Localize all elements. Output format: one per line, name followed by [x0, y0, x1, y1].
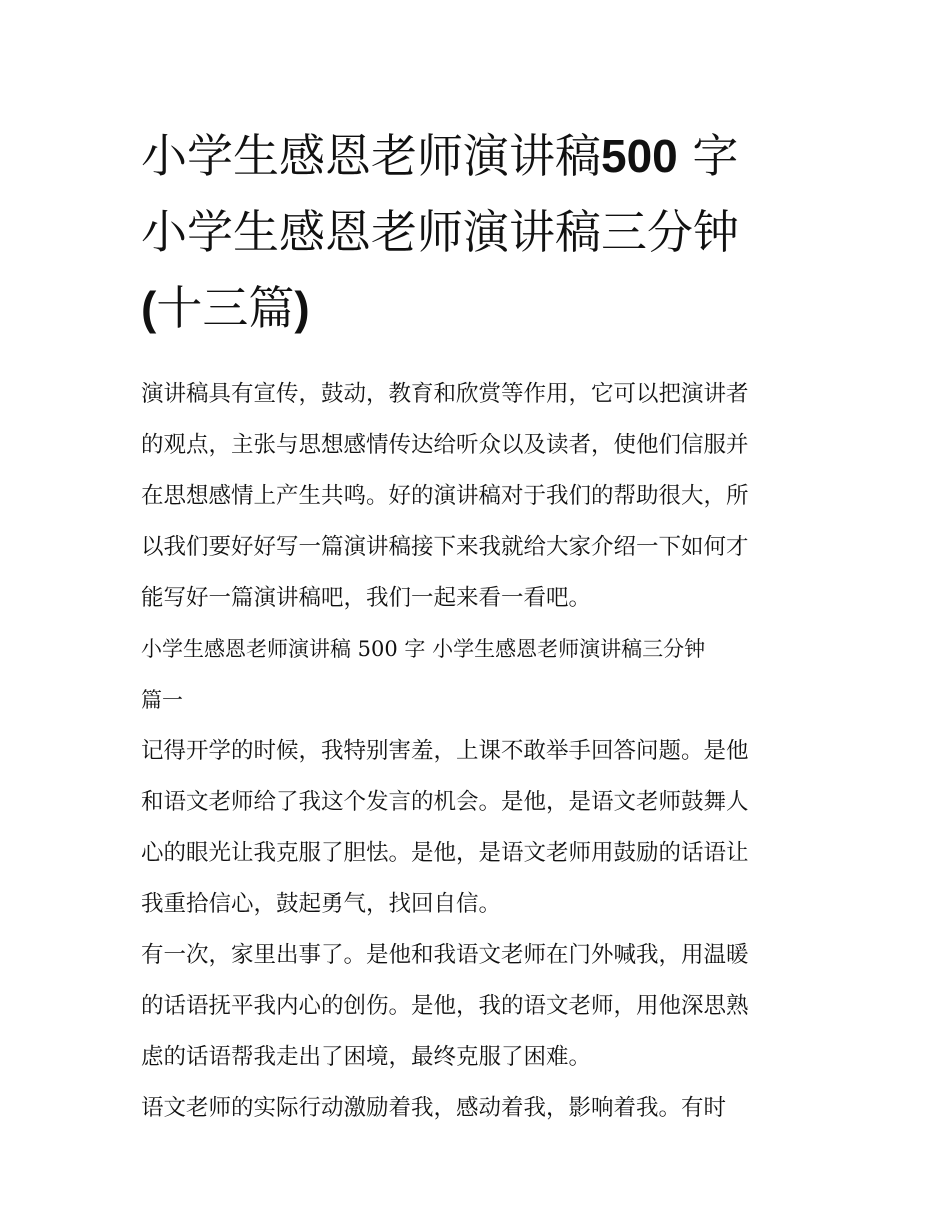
paragraph-line: 有一次，家里出事了。是他和我语文老师在门外喊我，用温暖 [141, 942, 749, 968]
paragraph-line: 语文老师的实际行动激励着我，感动着我，影响着我。有时 [141, 1095, 727, 1121]
title-line-1 [141, 118, 813, 194]
paragraph-line: 和语文老师给了我这个发言的机会。是他，是语文老师鼓舞人 [141, 789, 749, 815]
title-line-3 [141, 270, 813, 346]
title-open-paren: ( [141, 282, 157, 334]
section-heading-line: 篇一 [141, 688, 183, 712]
intro-line: 在思想感情上产生共鸣。好的演讲稿对于我们的帮助很大，所 [141, 483, 749, 509]
document-title [141, 118, 813, 346]
paragraph-3 [141, 1083, 813, 1134]
intro-line: 演讲稿具有宣传，鼓动，教育和欣赏等作用，它可以把演讲者 [141, 381, 749, 407]
intro-line: 以我们要好好写一篇演讲稿接下来我就给大家介绍一下如何才 [141, 534, 749, 560]
title-line-1-text: 小学生感恩老师演讲稿 [141, 129, 601, 183]
paragraph-line: 我重拾信心，鼓起勇气，找回自信。 [141, 891, 502, 917]
paragraph-line: 的话语抚平我内心的创伤。是他，我的语文老师，用他深思熟 [141, 993, 749, 1019]
section-heading-line: 小学生感恩老师演讲稿 500 字 小学生感恩老师演讲稿三分钟 [141, 637, 706, 661]
title-line-2: 小学生感恩老师演讲稿三分钟 [141, 205, 739, 259]
paragraph-line: 虑的话语帮我走出了困境，最终克服了困难。 [141, 1044, 592, 1070]
intro-line: 的观点，主张与思想感情传达给听众以及读者，使他们信服并 [141, 432, 749, 458]
title-line-1-number: 500 [601, 130, 678, 182]
title-line-1-suffix: 字 [677, 129, 739, 183]
title-close-paren: ) [294, 282, 310, 334]
intro-line: 能写好一篇演讲稿吧，我们一起来看一看吧。 [141, 585, 592, 611]
document-body [141, 369, 813, 1134]
intro-paragraph [141, 369, 813, 624]
title-line-3-text: 十三篇 [156, 281, 295, 335]
section-heading [141, 624, 813, 726]
paragraph-2 [141, 930, 813, 1083]
document-content [141, 118, 813, 1134]
paragraph-line: 记得开学的时候，我特别害羞，上课不敢举手回答问题。是他 [141, 738, 749, 764]
paragraph-1 [141, 726, 813, 930]
paragraph-line: 心的眼光让我克服了胆怯。是他，是语文老师用鼓励的话语让 [141, 840, 749, 866]
